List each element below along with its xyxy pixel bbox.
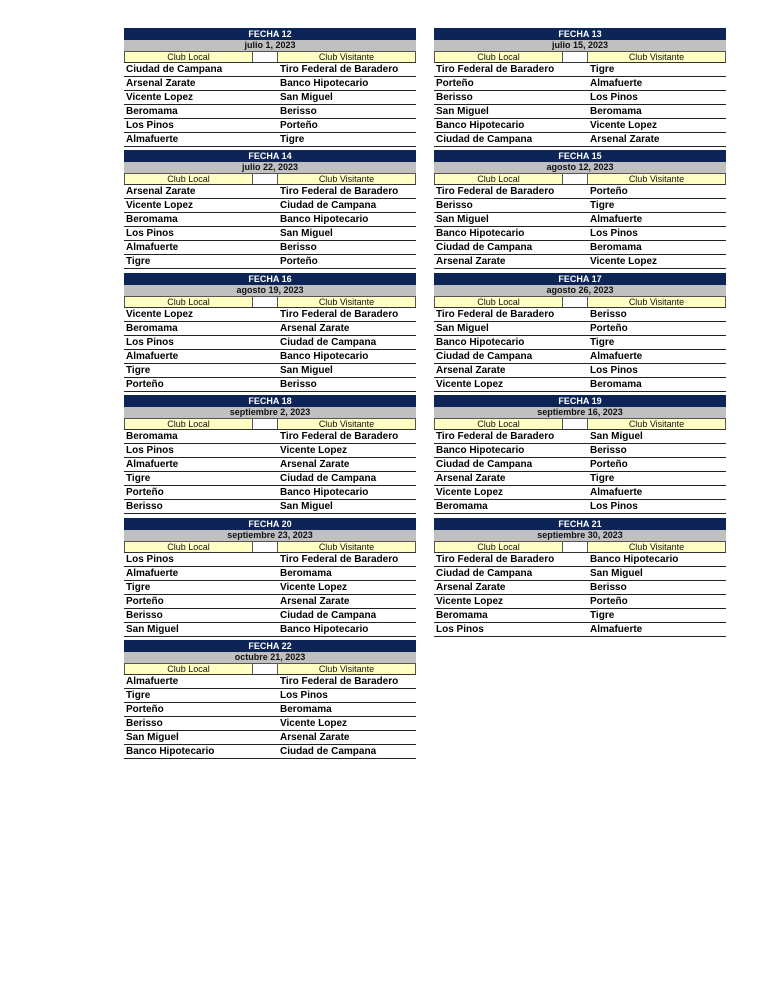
column-club-local: Club Local: [124, 296, 252, 307]
match-row: [434, 77, 726, 91]
away-club: Banco Hipotecario: [280, 624, 369, 635]
home-club: San Miguel: [436, 323, 489, 334]
away-club: Berisso: [280, 242, 317, 253]
column-gap: [562, 541, 588, 552]
home-club: Berisso: [436, 92, 473, 103]
fixture-title: FECHA 19: [434, 395, 726, 407]
match-row: [124, 486, 416, 500]
away-club: Ciudad de Campana: [280, 337, 377, 348]
match-row: [124, 472, 416, 486]
away-club: Tiro Federal de Baradero: [280, 676, 399, 687]
match-row: [124, 227, 416, 241]
match-row: [124, 91, 416, 105]
away-club: Almafuerte: [590, 214, 643, 225]
home-club: Vicente Lopez: [436, 487, 504, 498]
column-club-visitante: Club Visitante: [278, 418, 416, 429]
fixture-fecha-22: [124, 640, 416, 759]
away-club: Arsenal Zarate: [280, 732, 350, 743]
away-club: Arsenal Zarate: [280, 323, 350, 334]
match-row: [434, 623, 726, 637]
home-club: Arsenal Zarate: [436, 365, 506, 376]
fixture-title: FECHA 21: [434, 518, 726, 530]
home-club: Beromama: [126, 431, 178, 442]
home-club: Almafuerte: [126, 568, 179, 579]
away-club: Arsenal Zarate: [280, 459, 350, 470]
match-row: [434, 241, 726, 255]
match-row: [124, 378, 416, 392]
match-row: [124, 458, 416, 472]
column-club-visitante: Club Visitante: [588, 296, 726, 307]
match-row: [124, 105, 416, 119]
away-club: Tigre: [590, 610, 615, 621]
away-club: Porteño: [280, 120, 318, 131]
column-club-visitante: Club Visitante: [588, 418, 726, 429]
away-club: Porteño: [590, 596, 628, 607]
fixture-title: FECHA 15: [434, 150, 726, 162]
away-club: Porteño: [590, 323, 628, 334]
home-club: Beromama: [126, 106, 178, 117]
home-club: Beromama: [126, 214, 178, 225]
away-club: San Miguel: [280, 228, 333, 239]
away-club: Banco Hipotecario: [280, 214, 369, 225]
column-club-local: Club Local: [434, 541, 562, 552]
fixture-title: FECHA 14: [124, 150, 416, 162]
fixture-date: agosto 19, 2023: [124, 285, 416, 296]
fixture-date: septiembre 30, 2023: [434, 530, 726, 541]
away-club: San Miguel: [280, 501, 333, 512]
home-club: Los Pinos: [126, 445, 174, 456]
column-club-visitante: Club Visitante: [588, 173, 726, 184]
away-club: Berisso: [280, 379, 317, 390]
away-club: Los Pinos: [590, 365, 638, 376]
home-club: Almafuerte: [126, 676, 179, 687]
column-club-visitante: Club Visitante: [278, 541, 416, 552]
home-club: San Miguel: [126, 732, 179, 743]
home-club: Tigre: [126, 473, 151, 484]
away-club: Beromama: [590, 242, 642, 253]
match-row: [434, 63, 726, 77]
match-row: [434, 553, 726, 567]
column-club-visitante: Club Visitante: [278, 51, 416, 62]
fixture-fecha-21: [434, 518, 726, 637]
home-club: San Miguel: [436, 214, 489, 225]
match-row: [124, 581, 416, 595]
fixture-column-headers: [124, 51, 416, 63]
home-club: Vicente Lopez: [436, 596, 504, 607]
match-row: [434, 227, 726, 241]
fixture-column-headers: [124, 541, 416, 553]
fixture-fecha-19: [434, 395, 726, 514]
home-club: Berisso: [436, 200, 473, 211]
fixture-date: julio 1, 2023: [124, 40, 416, 51]
fixture-fecha-12: [124, 28, 416, 147]
away-club: Porteño: [590, 459, 628, 470]
column-club-local: Club Local: [124, 663, 252, 674]
home-club: Tiro Federal de Baradero: [436, 186, 555, 197]
away-club: San Miguel: [280, 92, 333, 103]
home-club: Porteño: [126, 379, 164, 390]
fixture-date: julio 22, 2023: [124, 162, 416, 173]
home-club: Vicente Lopez: [436, 379, 504, 390]
fixture-fecha-14: [124, 150, 416, 269]
fixture-date: agosto 12, 2023: [434, 162, 726, 173]
away-club: Ciudad de Campana: [280, 746, 377, 757]
match-row: [434, 364, 726, 378]
away-club: Ciudad de Campana: [280, 610, 377, 621]
home-club: Vicente Lopez: [126, 200, 194, 211]
fixture-date: septiembre 2, 2023: [124, 407, 416, 418]
away-club: Tigre: [590, 337, 615, 348]
match-row: [124, 444, 416, 458]
away-club: Los Pinos: [590, 228, 638, 239]
away-club: Tigre: [590, 64, 615, 75]
match-row: [124, 213, 416, 227]
match-row: [434, 567, 726, 581]
away-club: San Miguel: [590, 431, 643, 442]
match-row: [124, 241, 416, 255]
home-club: Ciudad de Campana: [126, 64, 223, 75]
away-club: Ciudad de Campana: [280, 200, 377, 211]
fixture-column-headers: [124, 173, 416, 185]
column-gap: [252, 296, 278, 307]
away-club: San Miguel: [280, 365, 333, 376]
home-club: Tigre: [126, 690, 151, 701]
away-club: Beromama: [280, 568, 332, 579]
fixture-fecha-13: [434, 28, 726, 147]
column-gap: [562, 296, 588, 307]
column-club-visitante: Club Visitante: [278, 663, 416, 674]
home-club: Los Pinos: [436, 624, 484, 635]
match-row: [434, 199, 726, 213]
home-club: Tiro Federal de Baradero: [436, 64, 555, 75]
away-club: Tigre: [590, 200, 615, 211]
match-row: [434, 472, 726, 486]
match-row: [124, 731, 416, 745]
fixture-fecha-16: [124, 273, 416, 392]
away-club: Los Pinos: [590, 92, 638, 103]
column-club-local: Club Local: [434, 173, 562, 184]
away-club: Berisso: [590, 582, 627, 593]
match-row: [434, 105, 726, 119]
away-club: Banco Hipotecario: [280, 487, 369, 498]
away-club: Arsenal Zarate: [280, 596, 350, 607]
home-club: Tigre: [126, 365, 151, 376]
away-club: Beromama: [590, 106, 642, 117]
match-row: [434, 255, 726, 269]
match-row: [124, 689, 416, 703]
match-row: [124, 336, 416, 350]
home-club: Banco Hipotecario: [126, 746, 215, 757]
fixture-column-headers: [434, 418, 726, 430]
home-club: Los Pinos: [126, 337, 174, 348]
match-row: [434, 91, 726, 105]
match-row: [434, 336, 726, 350]
home-club: Banco Hipotecario: [436, 228, 525, 239]
fixture-title: FECHA 16: [124, 273, 416, 285]
column-club-visitante: Club Visitante: [278, 296, 416, 307]
match-row: [434, 378, 726, 392]
home-club: Almafuerte: [126, 459, 179, 470]
away-club: Porteño: [590, 186, 628, 197]
match-row: [124, 255, 416, 269]
match-row: [124, 364, 416, 378]
away-club: Vicente Lopez: [280, 582, 348, 593]
fixture-column-headers: [124, 296, 416, 308]
match-row: [434, 308, 726, 322]
away-club: Vicente Lopez: [280, 445, 348, 456]
away-club: San Miguel: [590, 568, 643, 579]
home-club: Beromama: [126, 323, 178, 334]
home-club: Arsenal Zarate: [126, 186, 196, 197]
away-club: Banco Hipotecario: [280, 78, 369, 89]
column-club-local: Club Local: [124, 173, 252, 184]
home-club: Berisso: [126, 718, 163, 729]
home-club: Los Pinos: [126, 554, 174, 565]
fixture-fecha-17: [434, 273, 726, 392]
fixture-title: FECHA 13: [434, 28, 726, 40]
match-row: [434, 609, 726, 623]
column-club-visitante: Club Visitante: [588, 51, 726, 62]
match-row: [124, 500, 416, 514]
match-row: [124, 745, 416, 759]
match-row: [124, 567, 416, 581]
away-club: Almafuerte: [590, 78, 643, 89]
fixture-column-headers: [434, 173, 726, 185]
away-club: Vicente Lopez: [280, 718, 348, 729]
match-row: [434, 213, 726, 227]
away-club: Tiro Federal de Baradero: [280, 431, 399, 442]
away-club: Tigre: [590, 473, 615, 484]
fixture-column-headers: [124, 663, 416, 675]
match-row: [434, 581, 726, 595]
away-club: Tiro Federal de Baradero: [280, 186, 399, 197]
fixture-date: septiembre 16, 2023: [434, 407, 726, 418]
home-club: Beromama: [436, 610, 488, 621]
away-club: Los Pinos: [280, 690, 328, 701]
home-club: Berisso: [126, 610, 163, 621]
home-club: Los Pinos: [126, 120, 174, 131]
home-club: Vicente Lopez: [126, 92, 194, 103]
fixture-column-headers: [434, 51, 726, 63]
match-row: [124, 609, 416, 623]
home-club: Ciudad de Campana: [436, 134, 533, 145]
away-club: Porteño: [280, 256, 318, 267]
home-club: Vicente Lopez: [126, 309, 194, 320]
match-row: [124, 185, 416, 199]
away-club: Beromama: [590, 379, 642, 390]
fixture-date: octubre 21, 2023: [124, 652, 416, 663]
column-club-local: Club Local: [124, 541, 252, 552]
home-club: Beromama: [436, 501, 488, 512]
column-gap: [562, 173, 588, 184]
fixture-title: FECHA 20: [124, 518, 416, 530]
match-row: [434, 486, 726, 500]
match-row: [124, 77, 416, 91]
column-club-local: Club Local: [434, 418, 562, 429]
match-row: [124, 199, 416, 213]
away-club: Almafuerte: [590, 624, 643, 635]
column-gap: [562, 51, 588, 62]
column-gap: [252, 663, 278, 674]
home-club: Almafuerte: [126, 134, 179, 145]
column-club-local: Club Local: [434, 296, 562, 307]
home-club: Porteño: [436, 78, 474, 89]
away-club: Almafuerte: [590, 487, 643, 498]
home-club: San Miguel: [436, 106, 489, 117]
match-row: [434, 133, 726, 147]
home-club: San Miguel: [126, 624, 179, 635]
match-row: [124, 703, 416, 717]
match-row: [124, 322, 416, 336]
match-row: [124, 595, 416, 609]
fixture-title: FECHA 17: [434, 273, 726, 285]
fixture-date: julio 15, 2023: [434, 40, 726, 51]
fixture-date: septiembre 23, 2023: [124, 530, 416, 541]
column-club-visitante: Club Visitante: [588, 541, 726, 552]
home-club: Ciudad de Campana: [436, 568, 533, 579]
away-club: Tigre: [280, 134, 305, 145]
home-club: Berisso: [126, 501, 163, 512]
home-club: Ciudad de Campana: [436, 459, 533, 470]
fixture-title: FECHA 22: [124, 640, 416, 652]
fixture-fecha-15: [434, 150, 726, 269]
home-club: Tigre: [126, 256, 151, 267]
away-club: Banco Hipotecario: [280, 351, 369, 362]
home-club: Banco Hipotecario: [436, 337, 525, 348]
match-row: [124, 133, 416, 147]
match-row: [124, 675, 416, 689]
away-club: Tiro Federal de Baradero: [280, 64, 399, 75]
match-row: [434, 458, 726, 472]
match-row: [124, 717, 416, 731]
match-row: [434, 350, 726, 364]
home-club: Arsenal Zarate: [436, 582, 506, 593]
away-club: Berisso: [280, 106, 317, 117]
match-row: [434, 185, 726, 199]
match-row: [124, 430, 416, 444]
home-club: Banco Hipotecario: [436, 120, 525, 131]
column-club-local: Club Local: [124, 51, 252, 62]
home-club: Tigre: [126, 582, 151, 593]
home-club: Ciudad de Campana: [436, 351, 533, 362]
away-club: Banco Hipotecario: [590, 554, 679, 565]
away-club: Vicente Lopez: [590, 120, 658, 131]
match-row: [434, 444, 726, 458]
fixture-fecha-18: [124, 395, 416, 514]
column-gap: [252, 173, 278, 184]
away-club: Tiro Federal de Baradero: [280, 309, 399, 320]
home-club: Banco Hipotecario: [436, 445, 525, 456]
column-gap: [252, 541, 278, 552]
match-row: [124, 350, 416, 364]
column-club-local: Club Local: [434, 51, 562, 62]
fixture-column-headers: [434, 541, 726, 553]
fixture-column-headers: [434, 296, 726, 308]
fixture-title: FECHA 18: [124, 395, 416, 407]
home-club: Arsenal Zarate: [436, 256, 506, 267]
column-club-visitante: Club Visitante: [278, 173, 416, 184]
match-row: [124, 553, 416, 567]
home-club: Arsenal Zarate: [126, 78, 196, 89]
away-club: Tiro Federal de Baradero: [280, 554, 399, 565]
match-row: [124, 623, 416, 637]
fixture-date: agosto 26, 2023: [434, 285, 726, 296]
home-club: Tiro Federal de Baradero: [436, 431, 555, 442]
match-row: [124, 63, 416, 77]
away-club: Ciudad de Campana: [280, 473, 377, 484]
fixture-fecha-20: [124, 518, 416, 637]
match-row: [434, 595, 726, 609]
column-club-local: Club Local: [124, 418, 252, 429]
match-row: [434, 322, 726, 336]
column-gap: [252, 418, 278, 429]
away-club: Los Pinos: [590, 501, 638, 512]
home-club: Almafuerte: [126, 242, 179, 253]
column-gap: [252, 51, 278, 62]
match-row: [434, 430, 726, 444]
home-club: Porteño: [126, 487, 164, 498]
match-row: [124, 119, 416, 133]
column-gap: [562, 418, 588, 429]
away-club: Almafuerte: [590, 351, 643, 362]
home-club: Porteño: [126, 704, 164, 715]
match-row: [124, 308, 416, 322]
fixture-title: FECHA 12: [124, 28, 416, 40]
away-club: Berisso: [590, 309, 627, 320]
match-row: [434, 119, 726, 133]
away-club: Arsenal Zarate: [590, 134, 660, 145]
home-club: Ciudad de Campana: [436, 242, 533, 253]
home-club: Almafuerte: [126, 351, 179, 362]
home-club: Porteño: [126, 596, 164, 607]
match-row: [434, 500, 726, 514]
away-club: Beromama: [280, 704, 332, 715]
home-club: Tiro Federal de Baradero: [436, 554, 555, 565]
away-club: Vicente Lopez: [590, 256, 658, 267]
away-club: Berisso: [590, 445, 627, 456]
home-club: Tiro Federal de Baradero: [436, 309, 555, 320]
fixture-column-headers: [124, 418, 416, 430]
home-club: Los Pinos: [126, 228, 174, 239]
home-club: Arsenal Zarate: [436, 473, 506, 484]
